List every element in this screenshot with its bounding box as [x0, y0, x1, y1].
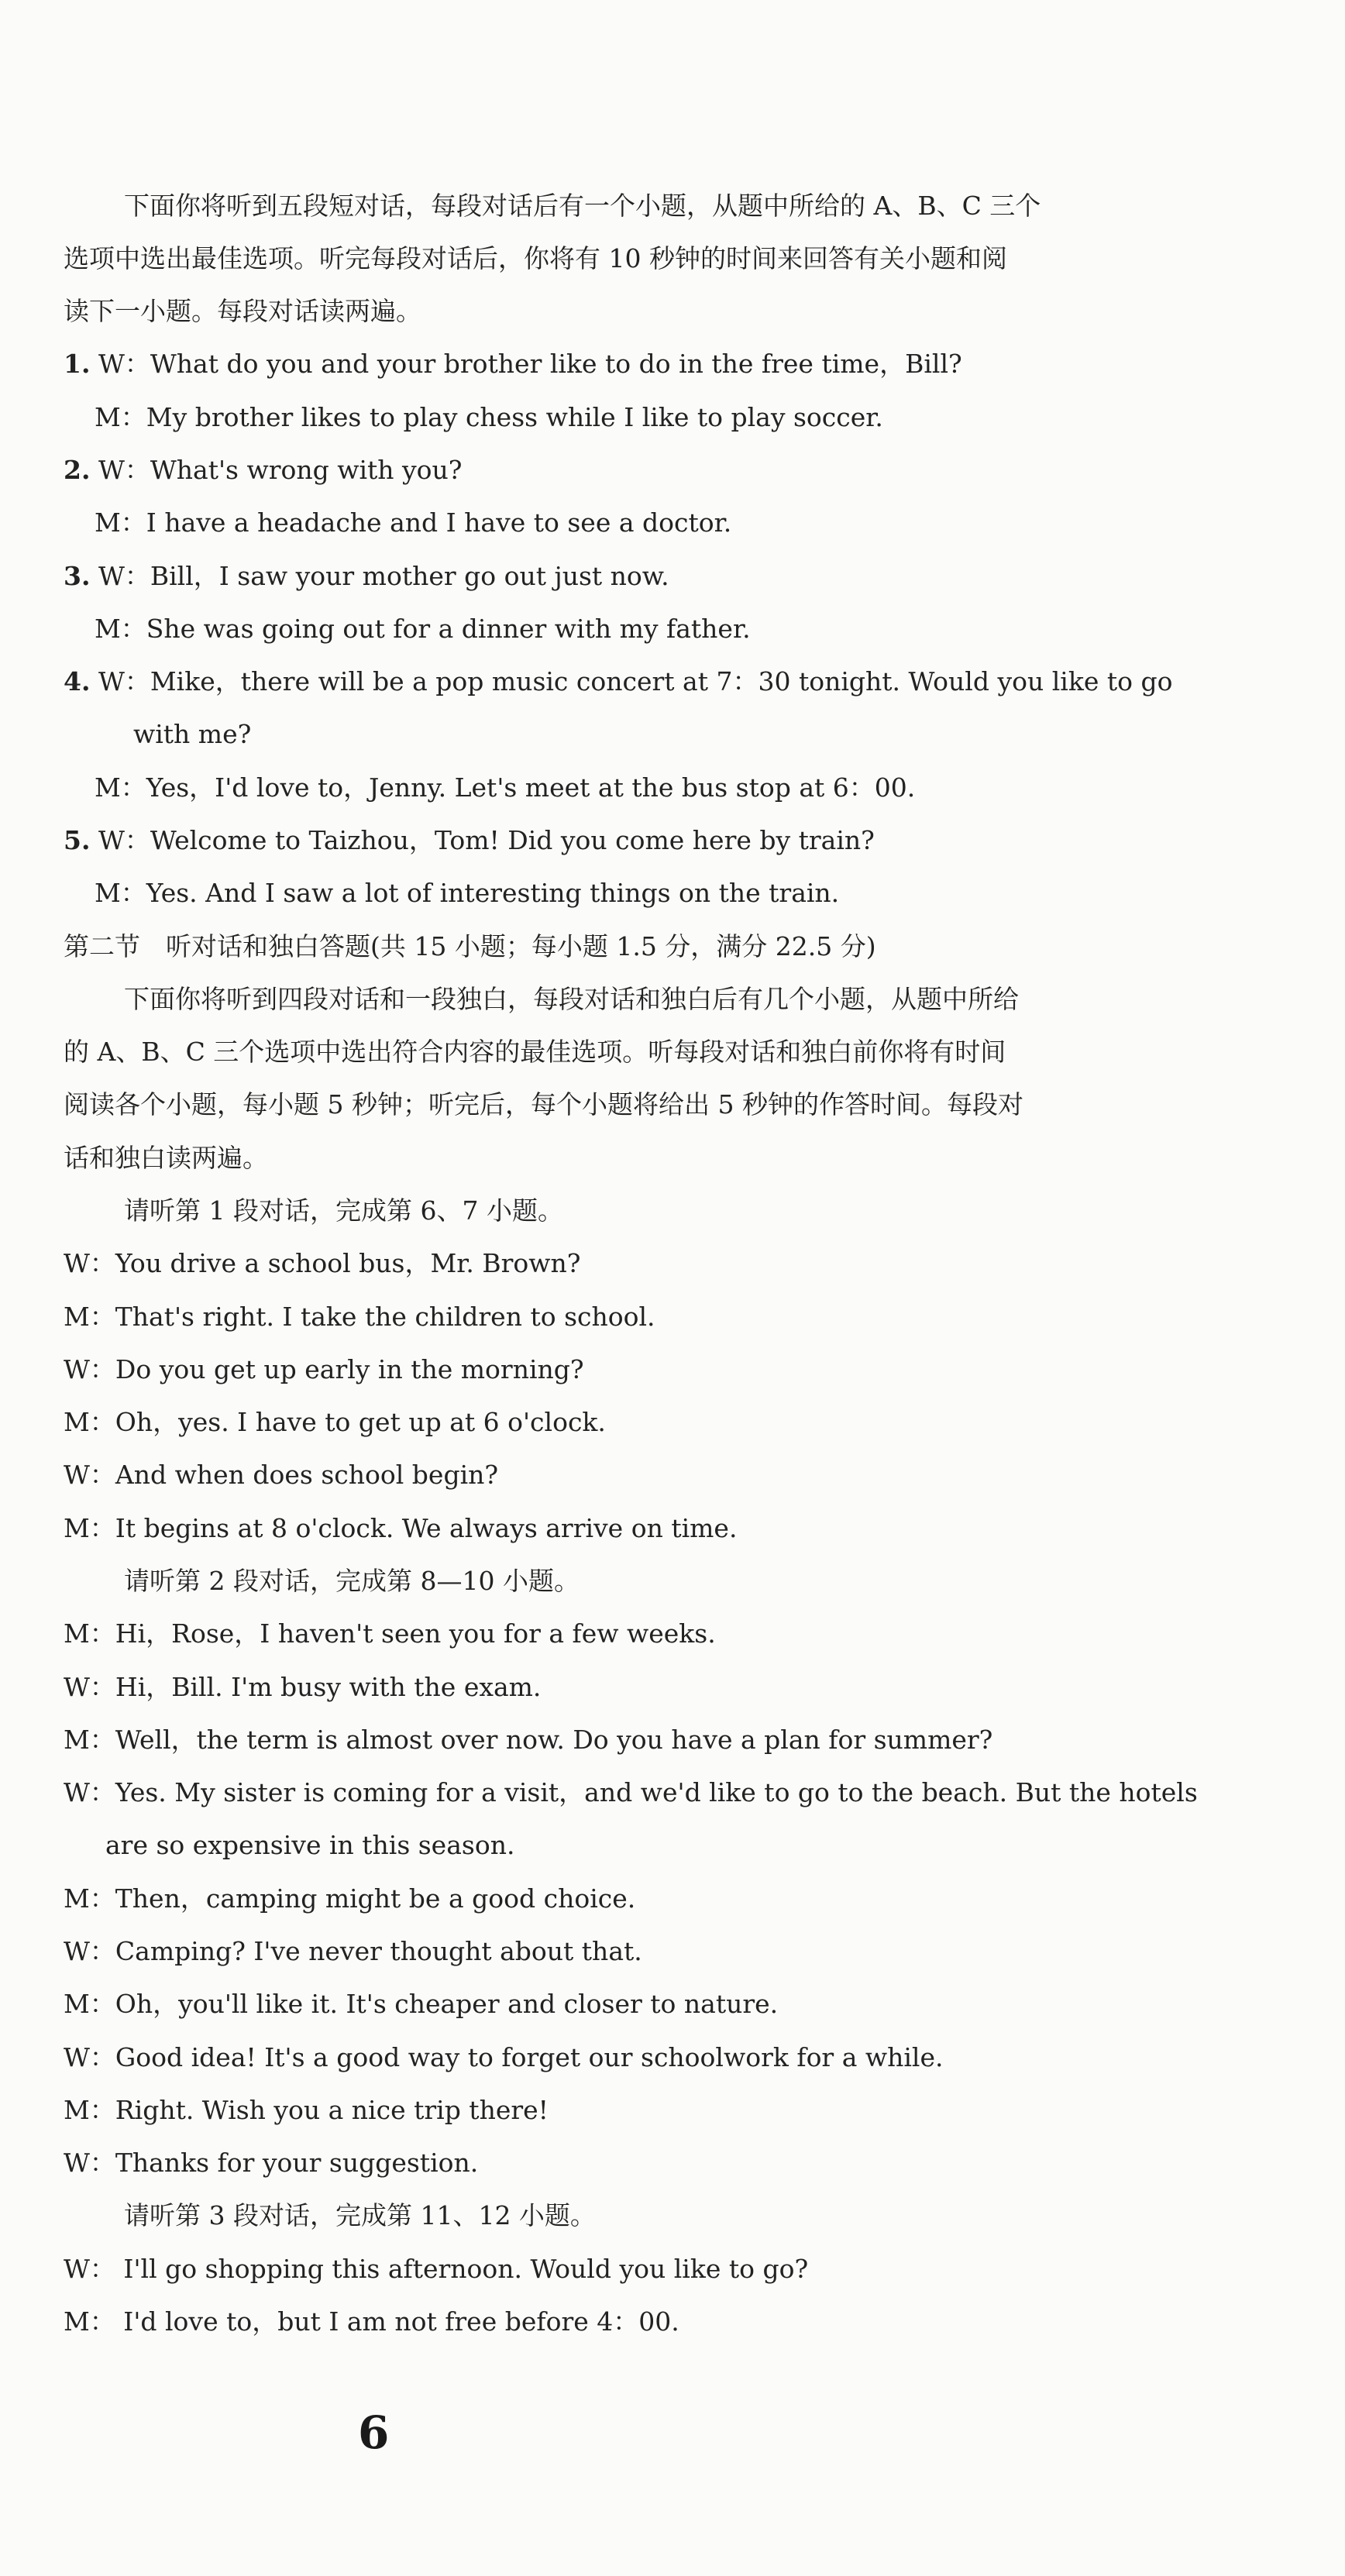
question-2-w [64, 453, 463, 487]
question-2-m: M：I have a headache and I have to see a doctor. [95, 507, 732, 538]
dialog-1-line: W：Do you get up early in the morning? [64, 1354, 584, 1384]
dialog-line: W：Welcome to Taizhou，Tom! Did you come here by train? [98, 825, 875, 855]
section2-heading: 第二节 听对话和独白答题(共 15 小题；每小题 1.5 分，满分 22.5 分) [64, 931, 876, 961]
dialog-1-line: M：That's right. I take the children to school. [64, 1302, 655, 1332]
dialog-2-line: M：Oh，you'll like it. It's cheaper and closer to nature. [64, 1989, 779, 2019]
dialog-1-line: M：Oh，yes. I have to get up at 6 o'clock. [64, 1407, 606, 1437]
dialog-1-line: W：And when does school begin? [64, 1460, 499, 1490]
section2-intro-line-4: 话和独白读两遍。 [64, 1143, 268, 1173]
dialog-3-line: W： I'll go shopping this afternoon. Would you like to go? [64, 2254, 809, 2284]
section1-intro-line-2: 选项中选出最佳选项。听完每段对话后，你将有 10 秒钟的时间来回答有关小题和阅 [64, 243, 1007, 273]
question-5-w [64, 824, 875, 858]
dialog-1-title: 请听第 1 段对话，完成第 6、7 小题。 [124, 1195, 563, 1226]
dialog-3-line: M： I'd love to，but I am not free before 4：00. [64, 2306, 679, 2337]
question-5-m: M：Yes. And I saw a lot of interesting things on the train. [95, 878, 840, 908]
question-1-w [64, 347, 962, 381]
dialog-3-title: 请听第 3 段对话，完成第 11、12 小题。 [124, 2200, 596, 2230]
dialog-line: W：What do you and your brother like to do in the free time，Bill? [98, 349, 962, 379]
section1-intro-line-3: 读下一小题。每段对话读两遍。 [64, 296, 421, 326]
page-number: 6 [358, 2406, 390, 2459]
dialog-2-line: M：Right. Wish you a nice trip there! [64, 2095, 549, 2125]
section2-intro-line-1: 下面你将听到四段对话和一段独白，每段对话和独白后有几个小题，从题中所给 [124, 984, 1019, 1014]
dialog-1-line: W：You drive a school bus，Mr. Brown? [64, 1248, 581, 1278]
question-number: 5. [64, 825, 91, 855]
dialog-line: W：Bill，I saw your mother go out just now. [98, 561, 669, 591]
question-3-m: M：She was going out for a dinner with my father. [95, 614, 751, 644]
dialog-2-line: W：Good idea! It's a good way to forget our schoolwork for a while. [64, 2042, 944, 2072]
dialog-line: W：Mike，there will be a pop music concert at 7：30 tonight. Would you like to go [98, 666, 1173, 696]
dialog-2-line: W：Hi，Bill. I'm busy with the exam. [64, 1672, 542, 1702]
question-number: 4. [64, 666, 91, 696]
dialog-2-line: M：Well，the term is almost over now. Do you have a plan for summer? [64, 1725, 993, 1755]
question-4-w-cont: with me? [133, 719, 252, 749]
section1-intro-line-1: 下面你将听到五段短对话，每段对话后有一个小题，从题中所给的 A、B、C 三个 [124, 191, 1041, 221]
dialog-2-line: M：Then，camping might be a good choice. [64, 1883, 636, 1914]
question-number: 2. [64, 455, 91, 485]
question-1-m: M：My brother likes to play chess while I like to play soccer. [95, 402, 883, 432]
dialog-2-line-cont: are so expensive in this season. [105, 1830, 515, 1860]
dialog-2-line: W：Camping? I've never thought about that. [64, 1936, 642, 1966]
question-4-m: M：Yes，I'd love to，Jenny. Let's meet at the bus stop at 6：00. [95, 772, 916, 803]
dialog-2-title: 请听第 2 段对话，完成第 8—10 小题。 [124, 1566, 580, 1596]
section2-intro-line-3: 阅读各个小题，每小题 5 秒钟；听完后，每个小题将给出 5 秒钟的作答时间。每段对 [64, 1089, 1023, 1119]
dialog-2-line: W：Thanks for your suggestion. [64, 2148, 479, 2178]
question-3-w [64, 559, 669, 593]
dialog-2-line: M：Hi，Rose，I haven't seen you for a few weeks. [64, 1618, 716, 1649]
question-number: 3. [64, 561, 91, 591]
question-4-w [64, 665, 1172, 699]
section2-intro-line-2: 的 A、B、C 三个选项中选出符合内容的最佳选项。听每段对话和独白前你将有时间 [64, 1037, 1006, 1067]
dialog-1-line: M：It begins at 8 o'clock. We always arrive on time. [64, 1513, 738, 1543]
question-number: 1. [64, 349, 91, 379]
dialog-line: W：What's wrong with you? [98, 455, 463, 485]
dialog-2-line: W：Yes. My sister is coming for a visit，and we'd like to go to the beach. But the hotels [64, 1777, 1198, 1807]
